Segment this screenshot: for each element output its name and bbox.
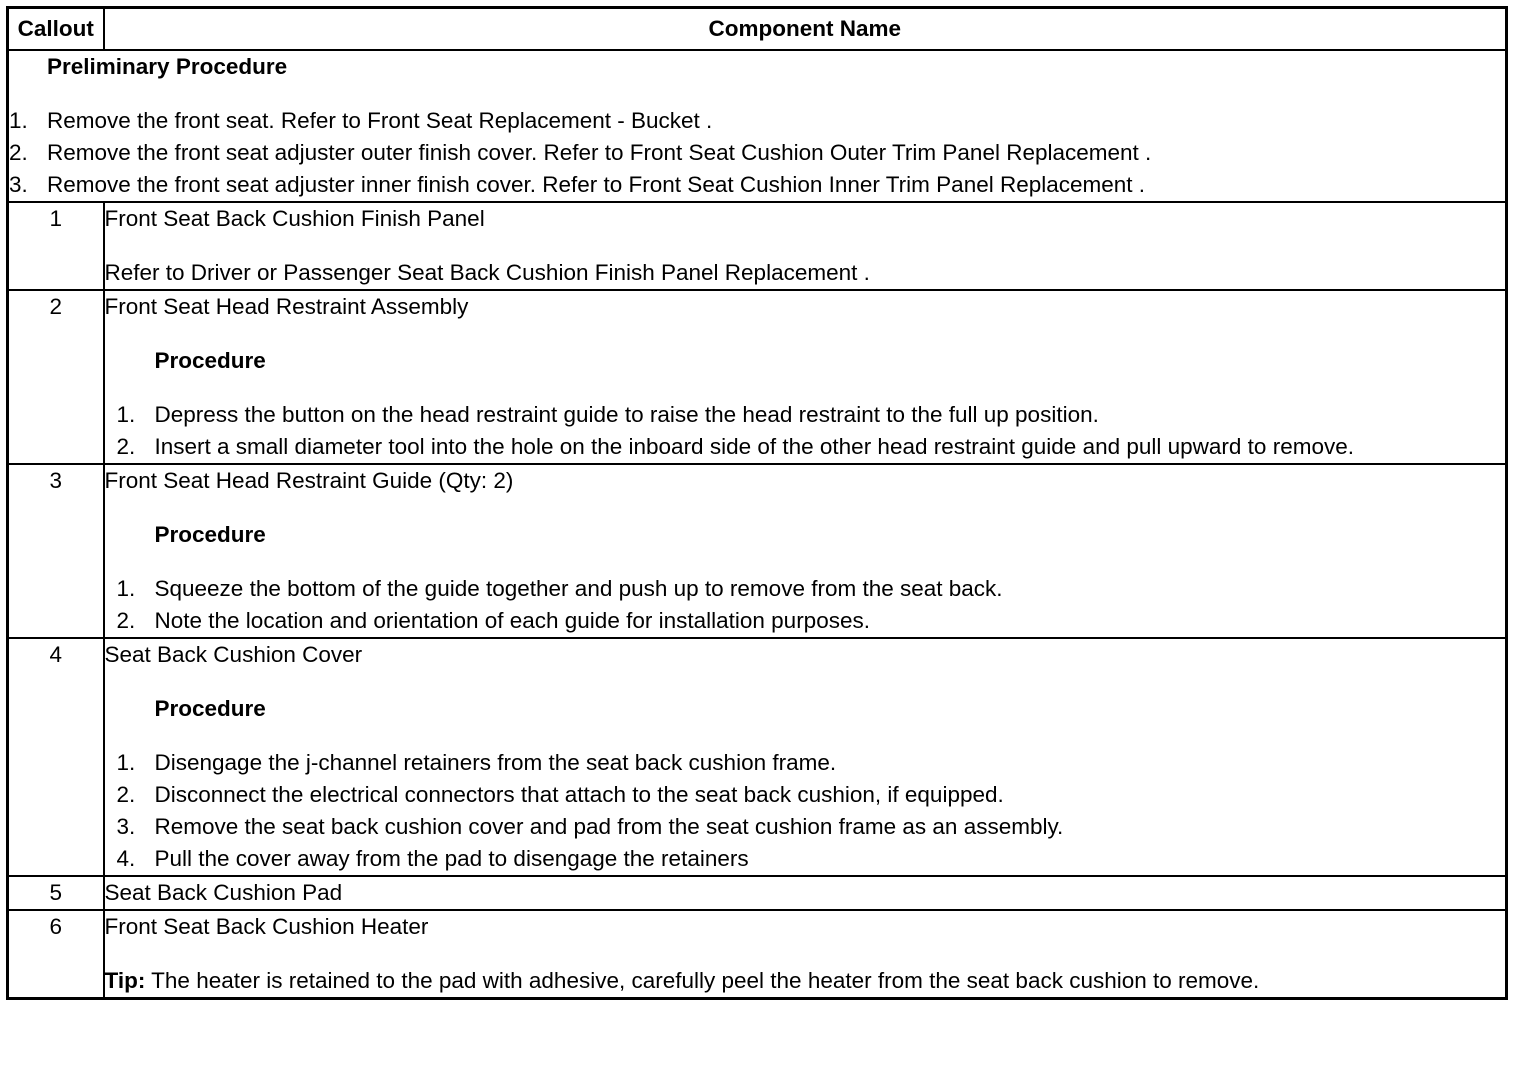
step-number: 2. <box>116 434 136 459</box>
step-text: Remove the front seat. Refer to Front Seat Replacement - Bucket . <box>47 108 713 133</box>
component-name-header: Component Name <box>104 8 1507 51</box>
tip-text: The heater is retained to the pad with adhesive, carefully peel the heater from the seat back cushion to remove. <box>145 968 1260 993</box>
preliminary-steps <box>9 105 1505 201</box>
component-name: Front Seat Back Cushion Finish Panel <box>104 206 485 231</box>
step-number: 3. <box>9 172 28 197</box>
component-cell <box>104 202 1507 290</box>
step-number: 1. <box>116 576 136 601</box>
callout-cell: 4 <box>8 638 104 876</box>
step-text: Disengage the j-channel retainers from the seat back cushion frame. <box>154 750 837 775</box>
component-table <box>6 6 1508 1000</box>
callout-cell: 1 <box>8 202 104 290</box>
component-name: Seat Back Cushion Pad <box>104 880 343 905</box>
preliminary-title: Preliminary Procedure <box>47 54 288 79</box>
step-number: 1. <box>116 402 136 427</box>
step-text: Insert a small diameter tool into the hole on the inboard side of the other head restraint guide and pull upward to remove. <box>154 434 1354 459</box>
callout-cell: 5 <box>8 876 104 910</box>
step-text: Depress the button on the head restraint guide to raise the head restraint to the full up position. <box>154 402 1099 427</box>
callout-header: Callout <box>8 8 104 51</box>
callout-cell: 2 <box>8 290 104 464</box>
procedure-heading: Procedure <box>154 696 266 721</box>
table-row <box>8 638 1507 876</box>
list-item <box>117 573 1506 605</box>
step-number: 4. <box>116 846 136 871</box>
step-number: 1. <box>116 750 136 775</box>
step-text: Remove the front seat adjuster outer finish cover. Refer to Front Seat Cushion Outer Trim Panel Replacement . <box>47 140 1152 165</box>
list-item <box>9 105 1505 137</box>
list-item <box>117 399 1506 431</box>
tip-line <box>105 965 1506 997</box>
reference-text: Refer to Driver or Passenger Seat Back Cushion Finish Panel Replacement . <box>104 260 870 285</box>
step-number: 3. <box>116 814 136 839</box>
tip-label: Tip: <box>104 968 146 993</box>
component-cell <box>104 290 1507 464</box>
component-cell <box>104 876 1507 910</box>
component-cell <box>104 638 1507 876</box>
step-text: Pull the cover away from the pad to disengage the retainers <box>154 846 749 871</box>
component-name: Seat Back Cushion Cover <box>104 642 363 667</box>
component-name: Front Seat Head Restraint Guide (Qty: 2) <box>104 468 514 493</box>
component-cell <box>104 464 1507 638</box>
procedure-steps <box>105 573 1506 637</box>
list-item <box>117 431 1506 463</box>
list-item <box>117 843 1506 875</box>
table-row <box>8 910 1507 999</box>
table-row <box>8 290 1507 464</box>
procedure-heading: Procedure <box>154 348 266 373</box>
step-text: Remove the front seat adjuster inner finish cover. Refer to Front Seat Cushion Inner Trim Panel Replacement . <box>47 172 1146 197</box>
step-number: 2. <box>116 608 136 633</box>
procedure-steps <box>105 747 1506 875</box>
procedure-heading: Procedure <box>154 522 266 547</box>
component-cell <box>104 910 1507 999</box>
list-item <box>117 779 1506 811</box>
step-text: Disconnect the electrical connectors that attach to the seat back cushion, if equipped. <box>154 782 1004 807</box>
list-item <box>117 605 1506 637</box>
table-row <box>8 876 1507 910</box>
list-item <box>117 811 1506 843</box>
callout-cell: 3 <box>8 464 104 638</box>
step-text: Remove the seat back cushion cover and pad from the seat cushion frame as an assembly. <box>154 814 1064 839</box>
preliminary-row <box>8 50 1507 202</box>
step-number: 2. <box>9 140 28 165</box>
callout-cell: 6 <box>8 910 104 999</box>
list-item <box>9 169 1505 201</box>
step-text: Squeeze the bottom of the guide together and push up to remove from the seat back. <box>154 576 1003 601</box>
list-item <box>117 747 1506 779</box>
step-number: 1. <box>9 108 28 133</box>
table-row <box>8 202 1507 290</box>
step-number: 2. <box>116 782 136 807</box>
header-row <box>8 8 1507 51</box>
component-name: Front Seat Head Restraint Assembly <box>104 294 469 319</box>
procedure-steps <box>105 399 1506 463</box>
component-name: Front Seat Back Cushion Heater <box>104 914 429 939</box>
step-text: Note the location and orientation of each guide for installation purposes. <box>154 608 870 633</box>
table-row <box>8 464 1507 638</box>
preliminary-cell <box>8 50 1507 202</box>
list-item <box>9 137 1505 169</box>
